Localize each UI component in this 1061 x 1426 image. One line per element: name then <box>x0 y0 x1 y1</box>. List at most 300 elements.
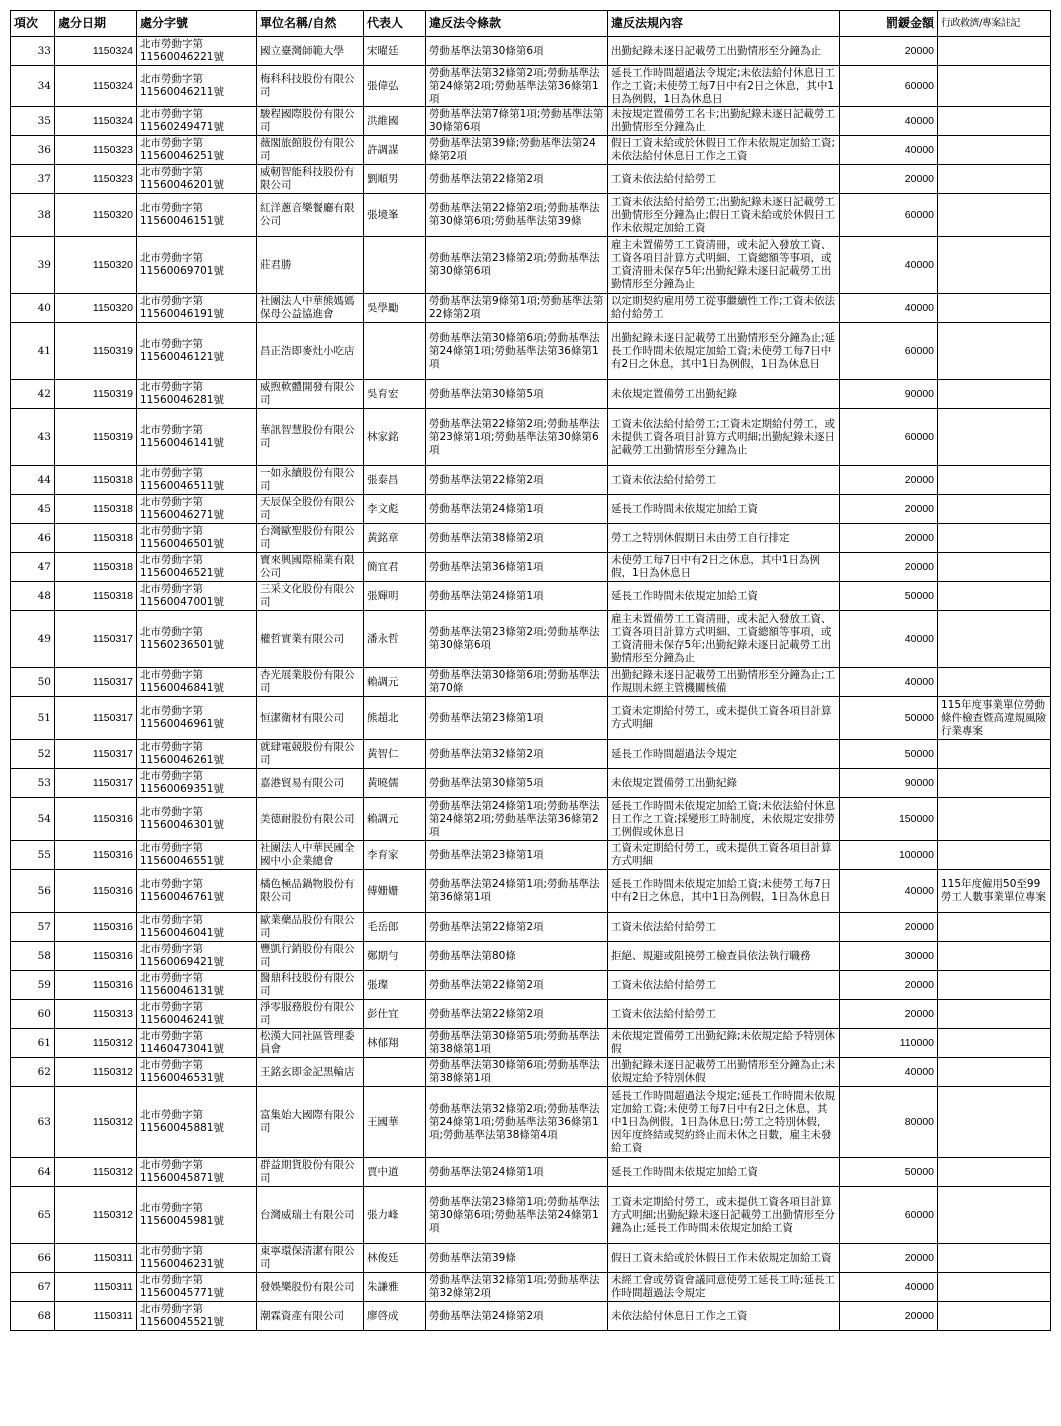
cell-date: 1150319 <box>55 380 137 409</box>
cell-fine: 40000 <box>840 1058 938 1087</box>
cell-doc-no <box>137 466 257 495</box>
cell-doc-no <box>137 165 257 194</box>
cell-doc-no <box>137 66 257 107</box>
cell-rep: 黃銘章 <box>364 524 426 553</box>
table-row <box>11 37 1051 66</box>
cell-unit: 潮霖資產有限公司 <box>257 1302 364 1331</box>
cell-fine: 40000 <box>840 107 938 136</box>
cell-note <box>938 668 1051 697</box>
cell-rep: 張偉弘 <box>364 66 426 107</box>
cell-doc-no <box>137 1000 257 1029</box>
cell-rep: 洪維國 <box>364 107 426 136</box>
cell-date: 1150311 <box>55 1244 137 1273</box>
cell-fine: 110000 <box>840 1029 938 1058</box>
cell-date: 1150320 <box>55 294 137 323</box>
cell-law: 勞動基準法第30條第6項 <box>426 37 608 66</box>
doc-number: 11560046221號 <box>140 51 224 63</box>
cell-doc-no <box>137 1058 257 1087</box>
cell-rep: 許調謀 <box>364 136 426 165</box>
cell-law: 勞動基準法第32條第2項 <box>426 740 608 769</box>
doc-number: 11560046511號 <box>140 480 224 492</box>
cell-unit: 松漢大同社區管理委員會 <box>257 1029 364 1058</box>
cell-note <box>938 913 1051 942</box>
cell-note <box>938 798 1051 841</box>
cell-content: 未經工會或勞資會議同意使勞工延長工時;延長工作時間超過法令規定 <box>608 1273 840 1302</box>
cell-fine: 100000 <box>840 841 938 870</box>
table-row <box>11 524 1051 553</box>
cell-note <box>938 769 1051 798</box>
cell-rep: 黃智仁 <box>364 740 426 769</box>
cell-fine: 20000 <box>840 495 938 524</box>
cell-date: 1150316 <box>55 841 137 870</box>
cell-law: 勞動基準法第24條第2項 <box>426 1302 608 1331</box>
cell-date: 1150312 <box>55 1187 137 1244</box>
cell-law: 勞動基準法第32條第1項;勞動基準法第32條第2項 <box>426 1273 608 1302</box>
cell-fine: 20000 <box>840 37 938 66</box>
doc-prefix: 北市勞動字第 <box>140 878 203 890</box>
cell-doc-no <box>137 769 257 798</box>
table-row <box>11 971 1051 1000</box>
cell-note <box>938 1273 1051 1302</box>
cell-doc-no <box>137 942 257 971</box>
doc-prefix: 北市勞動字第 <box>140 1202 203 1214</box>
doc-number: 11560249471號 <box>140 121 224 133</box>
doc-number: 11460473041號 <box>140 1043 224 1055</box>
cell-note <box>938 1158 1051 1187</box>
cell-law: 勞動基準法第39條;勞動基準法第24條第2項 <box>426 136 608 165</box>
cell-law: 勞動基準法第38條第2項 <box>426 524 608 553</box>
cell-fine: 90000 <box>840 769 938 798</box>
cell-law: 勞動基準法第23條第1項;勞動基準法第30條第6項;勞動基準法第24條第1項 <box>426 1187 608 1244</box>
doc-number: 11560046761號 <box>140 891 224 903</box>
doc-prefix: 北市勞動字第 <box>140 1274 203 1286</box>
doc-number: 11560046251號 <box>140 150 224 162</box>
cell-content: 雇主未置備勞工工資清冊，或未記入發放工資、工資各項目計算方式明細、工資總額等事項，或工資清冊未保存5年;出勤紀錄未逐日記載勞工出勤情形至分鐘為止 <box>608 611 840 668</box>
cell-rep: 傅姗姗 <box>364 870 426 913</box>
cell-date: 1150316 <box>55 798 137 841</box>
table-row <box>11 870 1051 913</box>
cell-doc-no <box>137 524 257 553</box>
doc-number: 11560069351號 <box>140 783 224 795</box>
doc-number: 11560045871號 <box>140 1172 224 1184</box>
cell-date: 1150324 <box>55 37 137 66</box>
cell-doc-no <box>137 1302 257 1331</box>
cell-doc-no <box>137 194 257 237</box>
cell-content: 延長工作時間未依規定加給工資;未依法給付休息日工作之工資;採變形工時制度，未依規定安排勞工例假或休息日 <box>608 798 840 841</box>
cell-doc-no <box>137 37 257 66</box>
cell-seq: 33 <box>11 37 55 66</box>
header-seq: 項次 <box>11 11 55 37</box>
table-row <box>11 1087 1051 1158</box>
cell-note <box>938 237 1051 294</box>
table-row <box>11 66 1051 107</box>
cell-law: 勞動基準法第30條第5項 <box>426 380 608 409</box>
doc-number: 11560047001號 <box>140 596 224 608</box>
cell-doc-no <box>137 323 257 380</box>
cell-seq: 41 <box>11 323 55 380</box>
cell-note <box>938 1244 1051 1273</box>
cell-content: 未依規定置備勞工出勤紀錄;未依規定給予特別休假 <box>608 1029 840 1058</box>
cell-fine: 80000 <box>840 1087 938 1158</box>
cell-note <box>938 66 1051 107</box>
header-fine: 罰鍰金額 <box>840 11 938 37</box>
cell-unit: 寶來興國際棉業有限公司 <box>257 553 364 582</box>
cell-seq: 42 <box>11 380 55 409</box>
cell-fine: 30000 <box>840 942 938 971</box>
doc-prefix: 北市勞動字第 <box>140 1109 203 1121</box>
cell-law: 勞動基準法第23條第2項;勞動基準法第30條第6項 <box>426 611 608 668</box>
cell-doc-no <box>137 1273 257 1302</box>
cell-doc-no <box>137 971 257 1000</box>
cell-content: 未依規定置備勞工出勤紀錄 <box>608 769 840 798</box>
cell-content: 工資未依法給付給勞工 <box>608 1000 840 1029</box>
doc-prefix: 北市勞動字第 <box>140 626 203 638</box>
cell-content: 延長工作時間超過法令規定;未依法給付休息日工作之工資;未使勞工每7日中有2日之休息，其中1日為例假，1日為休息日 <box>608 66 840 107</box>
cell-seq: 48 <box>11 582 55 611</box>
cell-rep: 李育家 <box>364 841 426 870</box>
cell-fine: 60000 <box>840 409 938 466</box>
doc-number: 11560046841號 <box>140 682 224 694</box>
header-content: 違反法規內容 <box>608 11 840 37</box>
cell-law: 勞動基準法第30條第6項;勞動基準法第38條第1項 <box>426 1058 608 1087</box>
cell-law: 勞動基準法第22條第2項 <box>426 165 608 194</box>
table-row <box>11 409 1051 466</box>
cell-doc-no <box>137 495 257 524</box>
doc-number: 11560046281號 <box>140 394 224 406</box>
cell-seq: 55 <box>11 841 55 870</box>
cell-rep: 林郁翔 <box>364 1029 426 1058</box>
cell-rep: 賴調元 <box>364 668 426 697</box>
cell-content: 工資未定期給付勞工，或未提供工資各項目計算方式明細;出勤紀錄未逐日記載勞工出勤情形至分鐘為止;延長工作時間未依規定加給工資 <box>608 1187 840 1244</box>
doc-prefix: 北市勞動字第 <box>140 806 203 818</box>
cell-law: 勞動基準法第22條第2項;勞動基準法第30條第6項;勞動基準法第39條 <box>426 194 608 237</box>
cell-note <box>938 194 1051 237</box>
cell-doc-no <box>137 136 257 165</box>
cell-date: 1150318 <box>55 524 137 553</box>
cell-date: 1150312 <box>55 1158 137 1187</box>
cell-unit: 杏光展業股份有限公司 <box>257 668 364 697</box>
table-row <box>11 1302 1051 1331</box>
cell-fine: 20000 <box>840 1244 938 1273</box>
doc-number: 11560046271號 <box>140 509 224 521</box>
cell-content: 工資未依法給付給勞工 <box>608 466 840 495</box>
doc-prefix: 北市勞動字第 <box>140 705 203 717</box>
table-row <box>11 769 1051 798</box>
cell-rep: 張力峰 <box>364 1187 426 1244</box>
cell-content: 延長工作時間未依規定加給工資 <box>608 1158 840 1187</box>
cell-doc-no <box>137 409 257 466</box>
cell-date: 1150318 <box>55 495 137 524</box>
cell-unit: 淨零服務股份有限公司 <box>257 1000 364 1029</box>
cell-unit: 歐業藥品股份有限公司 <box>257 913 364 942</box>
doc-prefix: 北市勞動字第 <box>140 914 203 926</box>
cell-law: 勞動基準法第30條第6項;勞動基準法第24條第1項;勞動基準法第36條第1項 <box>426 323 608 380</box>
cell-seq: 61 <box>11 1029 55 1058</box>
cell-fine: 20000 <box>840 1000 938 1029</box>
cell-rep: 簡宜君 <box>364 553 426 582</box>
cell-date: 1150316 <box>55 913 137 942</box>
cell-fine: 50000 <box>840 697 938 740</box>
cell-fine: 20000 <box>840 466 938 495</box>
cell-note <box>938 971 1051 1000</box>
cell-content: 工資未依法給付給勞工 <box>608 971 840 1000</box>
cell-seq: 51 <box>11 697 55 740</box>
cell-rep: 鄭期勻 <box>364 942 426 971</box>
table-row <box>11 294 1051 323</box>
cell-unit: 梅科科技股份有限公司 <box>257 66 364 107</box>
cell-note <box>938 942 1051 971</box>
doc-prefix: 北市勞動字第 <box>140 252 203 264</box>
doc-number: 11560046961號 <box>140 718 224 730</box>
cell-law: 勞動基準法第24條第1項 <box>426 582 608 611</box>
cell-note <box>938 524 1051 553</box>
table-row <box>11 798 1051 841</box>
doc-number: 11560069701號 <box>140 265 224 277</box>
cell-date: 1150320 <box>55 194 137 237</box>
doc-prefix: 北市勞動字第 <box>140 1303 203 1315</box>
cell-note <box>938 165 1051 194</box>
cell-doc-no <box>137 1029 257 1058</box>
table-row <box>11 237 1051 294</box>
cell-unit: 三采文化股份有限公司 <box>257 582 364 611</box>
cell-content: 出勤紀錄未逐日記載勞工出勤情形至分鐘為止;未依規定給予特別休假 <box>608 1058 840 1087</box>
cell-seq: 35 <box>11 107 55 136</box>
cell-seq: 60 <box>11 1000 55 1029</box>
doc-number: 11560046121號 <box>140 351 224 363</box>
table-row <box>11 1187 1051 1244</box>
cell-fine: 60000 <box>840 1187 938 1244</box>
cell-fine: 40000 <box>840 136 938 165</box>
cell-note <box>938 582 1051 611</box>
cell-law: 勞動基準法第23條第2項;勞動基準法第30條第6項 <box>426 237 608 294</box>
doc-number: 11560046521號 <box>140 567 224 579</box>
cell-law: 勞動基準法第22條第2項 <box>426 466 608 495</box>
cell-note <box>938 323 1051 380</box>
cell-content: 出勤紀錄未逐日記載勞工出勤情形至分鐘為止;延長工作時間未依規定加給工資;未使勞工每7日中有2日之休息，其中1日為例假，1日為休息日 <box>608 323 840 380</box>
cell-fine: 20000 <box>840 553 938 582</box>
table-row <box>11 841 1051 870</box>
cell-fine: 40000 <box>840 870 938 913</box>
doc-number: 11560046201號 <box>140 179 224 191</box>
cell-seq: 62 <box>11 1058 55 1087</box>
cell-fine: 20000 <box>840 524 938 553</box>
cell-unit: 社團法人中華民國全國中小企業總會 <box>257 841 364 870</box>
cell-content: 工資未依法給付給勞工;工資未定期給付勞工，或未提供工資各項目計算方式明細;出勤紀錄未逐日記載勞工出勤情形至分鐘為止 <box>608 409 840 466</box>
cell-rep: 張境峯 <box>364 194 426 237</box>
doc-prefix: 北市勞動字第 <box>140 38 203 50</box>
cell-fine: 40000 <box>840 237 938 294</box>
cell-law: 勞動基準法第24條第1項 <box>426 495 608 524</box>
cell-law: 勞動基準法第22條第2項;勞動基準法第23條第1項;勞動基準法第30條第6項 <box>426 409 608 466</box>
doc-number: 11560046131號 <box>140 985 224 997</box>
cell-content: 假日工資未給或於休假日工作未依規定加給工資 <box>608 1244 840 1273</box>
doc-number: 11560236501號 <box>140 639 224 651</box>
doc-number: 11560046301號 <box>140 819 224 831</box>
table-row <box>11 194 1051 237</box>
cell-content: 未按規定置備勞工名卡;出勤紀錄未逐日記載勞工出勤情形至分鐘為止 <box>608 107 840 136</box>
cell-law: 勞動基準法第24條第1項 <box>426 1158 608 1187</box>
doc-number: 11560069421號 <box>140 956 224 968</box>
table-row <box>11 942 1051 971</box>
cell-doc-no <box>137 553 257 582</box>
doc-number: 11560046211號 <box>140 86 224 98</box>
cell-rep: 彭仕宜 <box>364 1000 426 1029</box>
cell-rep: 林俊廷 <box>364 1244 426 1273</box>
doc-prefix: 北市勞動字第 <box>140 1245 203 1257</box>
cell-unit: 國立臺灣師範大學 <box>257 37 364 66</box>
cell-date: 1150311 <box>55 1273 137 1302</box>
header-row <box>11 11 1051 37</box>
cell-date: 1150318 <box>55 553 137 582</box>
cell-doc-no <box>137 913 257 942</box>
cell-date: 1150323 <box>55 136 137 165</box>
cell-unit: 富集始大國際有限公司 <box>257 1087 364 1158</box>
cell-content: 出勤紀錄未逐日記載勞工出勤情形至分鐘為止 <box>608 37 840 66</box>
cell-date: 1150317 <box>55 668 137 697</box>
cell-fine: 40000 <box>840 668 938 697</box>
cell-doc-no <box>137 1244 257 1273</box>
cell-fine: 60000 <box>840 194 938 237</box>
cell-content: 延長工作時間超過法令規定 <box>608 740 840 769</box>
cell-content: 拒絕、規避或阻撓勞工檢查員依法執行職務 <box>608 942 840 971</box>
cell-content: 未依規定置備勞工出勤紀錄 <box>608 380 840 409</box>
cell-seq: 53 <box>11 769 55 798</box>
cell-date: 1150323 <box>55 165 137 194</box>
doc-number: 11560046191號 <box>140 308 224 320</box>
table-row <box>11 380 1051 409</box>
penalty-table <box>10 10 1051 1331</box>
cell-law: 勞動基準法第30條第6項;勞動基準法第70條 <box>426 668 608 697</box>
cell-unit: 薇閣旅館股份有限公司 <box>257 136 364 165</box>
cell-unit: 台灣威瑞士有限公司 <box>257 1187 364 1244</box>
cell-seq: 65 <box>11 1187 55 1244</box>
table-row <box>11 1000 1051 1029</box>
cell-date: 1150312 <box>55 1029 137 1058</box>
cell-content: 延長工作時間超過法令規定;延長工作時間未依規定加給工資;未使勞工每7日中有2日之休息，其中1日為例假，1日為休息日;勞工之特別休假，因年度終結或契約終止而未休之日數，雇主未發給工資 <box>608 1087 840 1158</box>
cell-fine: 50000 <box>840 1158 938 1187</box>
cell-seq: 44 <box>11 466 55 495</box>
cell-note <box>938 380 1051 409</box>
cell-seq: 68 <box>11 1302 55 1331</box>
cell-unit: 發娛樂股份有限公司 <box>257 1273 364 1302</box>
cell-doc-no <box>137 697 257 740</box>
cell-unit: 群益期貨股份有限公司 <box>257 1158 364 1187</box>
cell-unit: 東寧環保清潔有限公司 <box>257 1244 364 1273</box>
cell-seq: 38 <box>11 194 55 237</box>
doc-prefix: 北市勞動字第 <box>140 202 203 214</box>
cell-content: 工資未依法給付給勞工;出勤紀錄未逐日記載勞工出勤情形至分鐘為止;假日工資未給或於休假日工作未依規定加給工資 <box>608 194 840 237</box>
doc-prefix: 北市勞動字第 <box>140 1159 203 1171</box>
cell-seq: 57 <box>11 913 55 942</box>
cell-content: 未使勞工每7日中有2日之休息，其中1日為例假，1日為休息日 <box>608 553 840 582</box>
cell-fine: 60000 <box>840 66 938 107</box>
cell-date: 1150312 <box>55 1087 137 1158</box>
header-unit: 單位名稱/自然 <box>257 11 364 37</box>
doc-prefix: 北市勞動字第 <box>140 1059 203 1071</box>
cell-rep: 賈中道 <box>364 1158 426 1187</box>
cell-seq: 36 <box>11 136 55 165</box>
cell-doc-no <box>137 1187 257 1244</box>
doc-prefix: 北市勞動字第 <box>140 1030 203 1042</box>
doc-prefix: 北市勞動字第 <box>140 554 203 566</box>
cell-seq: 54 <box>11 798 55 841</box>
cell-law: 勞動基準法第24條第1項;勞動基準法第36條第1項 <box>426 870 608 913</box>
doc-number: 11560046261號 <box>140 754 224 766</box>
cell-seq: 63 <box>11 1087 55 1158</box>
doc-number: 11560046041號 <box>140 927 224 939</box>
cell-date: 1150318 <box>55 582 137 611</box>
cell-date: 1150324 <box>55 66 137 107</box>
cell-fine: 40000 <box>840 611 938 668</box>
cell-content: 延長工作時間未依規定加給工資 <box>608 495 840 524</box>
cell-content: 雇主未置備勞工工資清冊，或未記入發放工資、工資各項目計算方式明細、工資總額等事項，或工資清冊未保存5年;出勤紀錄未逐日記載勞工出勤情形至分鐘為止 <box>608 237 840 294</box>
cell-seq: 67 <box>11 1273 55 1302</box>
doc-number: 11560045521號 <box>140 1316 224 1328</box>
cell-date: 1150317 <box>55 769 137 798</box>
cell-date: 1150318 <box>55 466 137 495</box>
doc-prefix: 北市勞動字第 <box>140 943 203 955</box>
cell-seq: 45 <box>11 495 55 524</box>
cell-law: 勞動基準法第24條第1項;勞動基準法第24條第2項;勞動基準法第36條第2項 <box>426 798 608 841</box>
cell-date: 1150317 <box>55 740 137 769</box>
cell-seq: 46 <box>11 524 55 553</box>
cell-seq: 40 <box>11 294 55 323</box>
cell-content: 勞工之特別休假期日未由勞工自行排定 <box>608 524 840 553</box>
cell-seq: 43 <box>11 409 55 466</box>
cell-rep: 張泰昌 <box>364 466 426 495</box>
cell-fine: 50000 <box>840 582 938 611</box>
cell-rep: 劉順男 <box>364 165 426 194</box>
cell-content: 工資未定期給付勞工，或未提供工資各項目計算方式明細 <box>608 841 840 870</box>
cell-unit: 就肆電競股份有限公司 <box>257 740 364 769</box>
cell-law: 勞動基準法第30條第5項 <box>426 769 608 798</box>
doc-prefix: 北市勞動字第 <box>140 73 203 85</box>
cell-unit: 威軔智能科技股份有限公司 <box>257 165 364 194</box>
cell-unit: 昌正浩即麥灶小吃店 <box>257 323 364 380</box>
cell-rep <box>364 237 426 294</box>
cell-rep: 毛岳郎 <box>364 913 426 942</box>
cell-fine: 40000 <box>840 1273 938 1302</box>
header-note: 行政救濟/專案註記 <box>938 11 1051 37</box>
cell-date: 1150316 <box>55 971 137 1000</box>
cell-note <box>938 841 1051 870</box>
cell-fine: 40000 <box>840 294 938 323</box>
cell-rep: 吳學勵 <box>364 294 426 323</box>
table-row <box>11 697 1051 740</box>
doc-prefix: 北市勞動字第 <box>140 770 203 782</box>
cell-content: 延長工作時間未依規定加給工資;未使勞工每7日中有2日之休息，其中1日為例假，1日為休息日 <box>608 870 840 913</box>
cell-note <box>938 1029 1051 1058</box>
cell-unit: 紅洋蔥音樂餐廳有限公司 <box>257 194 364 237</box>
doc-number: 11560046231號 <box>140 1258 224 1270</box>
table-row <box>11 165 1051 194</box>
doc-prefix: 北市勞動字第 <box>140 741 203 753</box>
cell-content: 工資未依法給付給勞工 <box>608 165 840 194</box>
doc-prefix: 北市勞動字第 <box>140 583 203 595</box>
cell-fine: 60000 <box>840 323 938 380</box>
cell-note <box>938 1302 1051 1331</box>
cell-law: 勞動基準法第80條 <box>426 942 608 971</box>
cell-note <box>938 611 1051 668</box>
cell-unit: 社團法人中華熊媽媽保母公益協進會 <box>257 294 364 323</box>
doc-prefix: 北市勞動字第 <box>140 295 203 307</box>
cell-note <box>938 1087 1051 1158</box>
cell-unit: 豐凱行銷股份有限公司 <box>257 942 364 971</box>
cell-rep: 潘永哲 <box>364 611 426 668</box>
cell-rep <box>364 323 426 380</box>
cell-note <box>938 495 1051 524</box>
cell-content: 延長工作時間未依規定加給工資 <box>608 582 840 611</box>
